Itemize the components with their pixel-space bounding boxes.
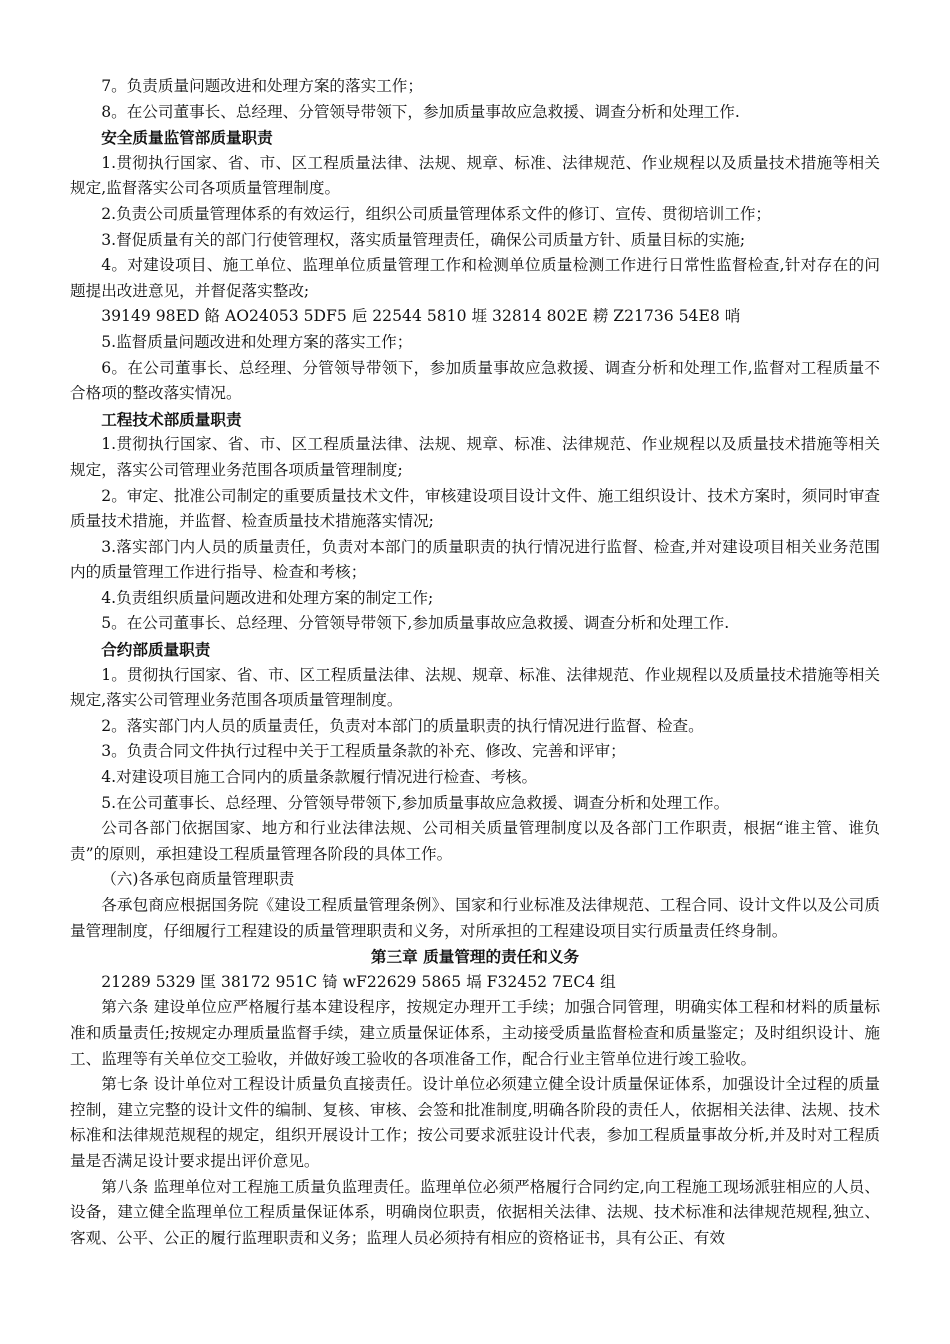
paragraph: 公司各部门依据国家、地方和行业法律法规、公司相关质量管理制度以及各部门工作职责，根据“谁主管、谁负责”的原则，承担建设工程质量管理各阶段的具体工作。 <box>70 819 880 863</box>
paragraph: 21289 5329 匩 38172 951C 锜 wF22629 5865 塥 F32452 7EC4 组 <box>101 972 616 991</box>
paragraph: 7。负责质量问题改进和处理方案的落实工作； <box>101 77 423 95</box>
paragraph: 第八条 监理单位对工程施工质量负监理责任。监理单位必须严格履行合同约定,向工程施工现场派驻相应的人员、设备，建立健全监理单位工程质量保证体系，明确岗位职责，依据相关法律、法规、技术标准和法律规范规程,独立、客观、公平、公正的履行监理职责和义务；监理人员必须持有相应的资格证书，具有公正、有效 <box>70 1177 880 1247</box>
paragraph: 5.在公司董事长、总经理、分管领导带领下,参加质量事故应急救援、调查分析和处理工作。 <box>101 793 730 812</box>
section-heading: 安全质量监管部质量职责 <box>101 128 273 148</box>
paragraph: 3。负责合同文件执行过程中关于工程质量条款的补充、修改、完善和评审； <box>101 742 626 761</box>
paragraph: 4。对建设项目、施工单位、监理单位质量管理工作和检测单位质量检测工作进行日常性监督检查,针对存在的问题提出改进意见，并督促落实整改; <box>70 256 880 300</box>
paragraph: 2。审定、批准公司制定的重要质量技术文件，审核建设项目设计文件、施工组织设计、技术方案时，须同时审查质量技术措施，并监督、检查质量技术措施落实情况; <box>70 486 880 531</box>
paragraph: 第七条 设计单位对工程设计质量负直接责任。设计单位必须建立健全设计质量保证体系，加强设计全过程的质量控制，建立完整的设计文件的编制、复核、审核、会签和批准制度,明确各阶段的责任人，依据相关法律、法规、技术标准和法律规范规程的规定，组织开展设计工作；按公司要求派驻设计代表，参加工程质量事故分析,并及时对工程质量是否满足设计要求提出评价意见。 <box>70 1075 880 1170</box>
paragraph: 3.督促质量有关的部门行使管理权，落实质量管理责任，确保公司质量方针、质量目标的实施; <box>101 230 746 249</box>
paragraph: 4.负责组织质量问题改进和处理方案的制定工作; <box>101 588 434 607</box>
paragraph: 39149 98ED 餎 AO24053 5DF5 巵 22544 5810 堐 32814 802E 耮 Z21736 54E8 哨 <box>101 307 741 326</box>
chapter-title: 第三章 质量管理的责任和义务 <box>370 947 580 967</box>
paragraph: 5。在公司董事长、总经理、分管领导带领下,参加质量事故应急救援、调查分析和处理工作. <box>101 614 730 633</box>
paragraph: 4.对建设项目施工合同内的质量条款履行情况进行检查、考核。 <box>101 768 538 787</box>
paragraph: 1。贯彻执行国家、省、市、区工程质量法律、法规、规章、标准、法律规范、作业规程以及质量技术措施等相关规定,落实公司管理业务范围各项质量管理制度。 <box>70 665 880 710</box>
paragraph: 3.落实部门内人员的质量责任，负责对本部门的质量职责的执行情况进行监督、检查,并对建设项目相关业务范围内的质量管理工作进行指导、检查和考核； <box>70 537 880 582</box>
paragraph: 1.贯彻执行国家、省、市、区工程质量法律、法规、规章、标准、法律规范、作业规程以及质量技术措施等相关规定,监督落实公司各项质量管理制度。 <box>70 153 880 198</box>
paragraph: 第六条 建设单位应严格履行基本建设程序，按规定办理开工手续；加强合同管理，明确实体工程和材料的质量标准和质量责任;按规定办理质量监督手续，建立质量保证体系，主动接受质量监督检查和质量鉴定；及时组织设计、施工、监理等有关单位交工验收，并做好竣工验收的各项准备工作，配合行业主管单位进行竣工验收。 <box>70 998 880 1068</box>
paragraph: 1.贯彻执行国家、省、市、区工程质量法律、法规、规章、标准、法律规范、作业规程以及质量技术措施等相关规定，落实公司管理业务范围各项质量管理制度; <box>70 435 880 479</box>
paragraph: （六)各承包商质量管理职责 <box>101 870 295 889</box>
paragraph: 5.监督质量问题改进和处理方案的落实工作； <box>101 332 413 351</box>
paragraph: 各承包商应根据国务院《建设工程质量管理条例》、国家和行业标准及法律规范、工程合同、设计文件以及公司质量管理制度，仔细履行工程建设的质量管理职责和义务，对所承担的工程建设项目实行质量责任终身制。 <box>70 896 880 940</box>
paragraph: 2。落实部门内人员的质量责任，负责对本部门的质量职责的执行情况进行监督、检查。 <box>101 716 704 735</box>
paragraph: 2.负责公司质量管理体系的有效运行，组织公司质量管理体系文件的修订、宣传、贯彻培训工作； <box>101 204 772 223</box>
paragraph: 8。在公司董事长、总经理、分管领导带领下，参加质量事故应急救援、调查分析和处理工作. <box>101 102 740 121</box>
section-heading: 合约部质量职责 <box>101 640 211 660</box>
paragraph: 6。在公司董事长、总经理、分管领导带领下，参加质量事故应急救援、调查分析和处理工作,监督对工程质量不合格项的整改落实情况。 <box>70 358 880 403</box>
section-heading: 工程技术部质量职责 <box>101 409 242 429</box>
